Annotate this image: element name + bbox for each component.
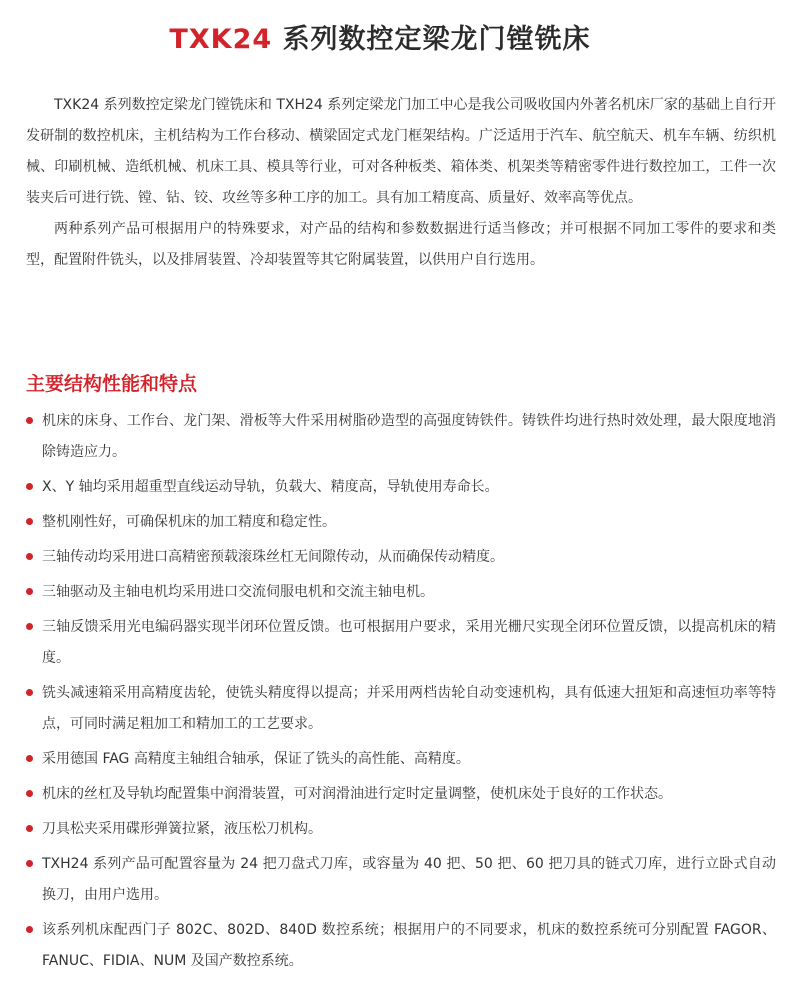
feature-item — [26, 915, 776, 977]
feature-text: 三轴传动均采用进口高精密预载滚珠丝杠无间隙传动，从而确保传动精度。 — [42, 549, 504, 565]
feature-text: TXH24 系列产品可配置容量为 24 把刀盘式刀库，或容量为 40 把、50 把、60 把刀具的链式刀库，进行立卧式自动换刀，由用户选用。 — [42, 856, 776, 903]
intro-section — [26, 90, 776, 276]
feature-item — [26, 507, 776, 538]
feature-item — [26, 678, 776, 740]
feature-item — [26, 542, 776, 573]
feature-item — [26, 779, 776, 810]
feature-text: 机床的床身、工作台、龙门架、滑板等大件采用树脂砂造型的高强度铸铁件。铸铁件均进行热时效处理，最大限度地消除铸造应力。 — [42, 413, 776, 460]
bullet-icon — [26, 623, 33, 630]
bullet-icon — [26, 518, 33, 525]
feature-item — [26, 814, 776, 845]
feature-item — [26, 612, 776, 674]
bullet-icon — [26, 926, 33, 933]
feature-text: 整机刚性好，可确保机床的加工精度和稳定性。 — [42, 514, 336, 530]
feature-item — [26, 577, 776, 608]
intro-paragraph: TXK24 系列数控定梁龙门镗铣床和 TXH24 系列定梁龙门加工中心是我公司吸收国内外著名机床厂家的基础上自行开发研制的数控机床，主机结构为工作台移动、横梁固定式龙门框架结构。广泛适用于汽车、航空航天、机车车辆、纺织机械、印刷机械、造纸机械、机床工具、模具等行业，可对各种板类、箱体类、机架类等精密零件进行数控加工，工件一次装夹后可进行铣、镗、钻、铰、攻丝等多种工序的加工。具有加工精度高、质量好、效率高等优点。 — [26, 97, 776, 206]
title-product-name: 系列数控定梁龙门镗铣床 — [282, 24, 591, 55]
features-heading: 主要结构性能和特点 — [26, 373, 198, 395]
feature-item — [26, 472, 776, 503]
feature-text: 该系列机床配西门子 802C、802D、840D 数控系统；根据用户的不同要求，机床的数控系统可分别配置 FAGOR、FANUC、FIDIA、NUM 及国产数控系统。 — [42, 922, 776, 969]
feature-text: 铣头减速箱采用高精度齿轮，使铣头精度得以提高；并采用两档齿轮自动变速机构，具有低速大扭矩和高速恒功率等特点，可同时满足粗加工和精加工的工艺要求。 — [42, 685, 776, 732]
title-model-code: TXK24 — [169, 24, 273, 55]
bullet-icon — [26, 790, 33, 797]
feature-text: 三轴反馈采用光电编码器实现半闭环位置反馈。也可根据用户要求，采用光栅尺实现全闭环位置反馈，以提高机床的精度。 — [42, 619, 776, 666]
bullet-icon — [26, 755, 33, 762]
bullet-icon — [26, 689, 33, 696]
intro-paragraph: 两种系列产品可根据用户的特殊要求，对产品的结构和参数数据进行适当修改；并可根据不同加工零件的要求和类型，配置附件铣头，以及排屑装置、冷却装置等其它附属装置，以供用户自行选用。 — [26, 221, 776, 268]
feature-item — [26, 849, 776, 911]
feature-text: 采用德国 FAG 高精度主轴组合轴承，保证了铣头的高性能、高精度。 — [42, 751, 470, 767]
feature-text: 刀具松夹采用碟形弹簧拉紧，液压松刀机构。 — [42, 821, 322, 837]
bullet-icon — [26, 588, 33, 595]
feature-item — [26, 744, 776, 775]
bullet-icon — [26, 553, 33, 560]
bullet-icon — [26, 825, 33, 832]
page-title — [0, 20, 760, 60]
feature-item — [26, 406, 776, 468]
feature-text: 机床的丝杠及导轨均配置集中润滑装置，可对润滑油进行定时定量调整，使机床处于良好的工作状态。 — [42, 786, 672, 802]
features-list — [26, 406, 776, 981]
feature-text: 三轴驱动及主轴电机均采用进口交流伺服电机和交流主轴电机。 — [42, 584, 434, 600]
bullet-icon — [26, 417, 33, 424]
bullet-icon — [26, 483, 33, 490]
bullet-icon — [26, 860, 33, 867]
feature-text: X、Y 轴均采用超重型直线运动导轨，负载大、精度高，导轨使用寿命长。 — [42, 479, 499, 495]
